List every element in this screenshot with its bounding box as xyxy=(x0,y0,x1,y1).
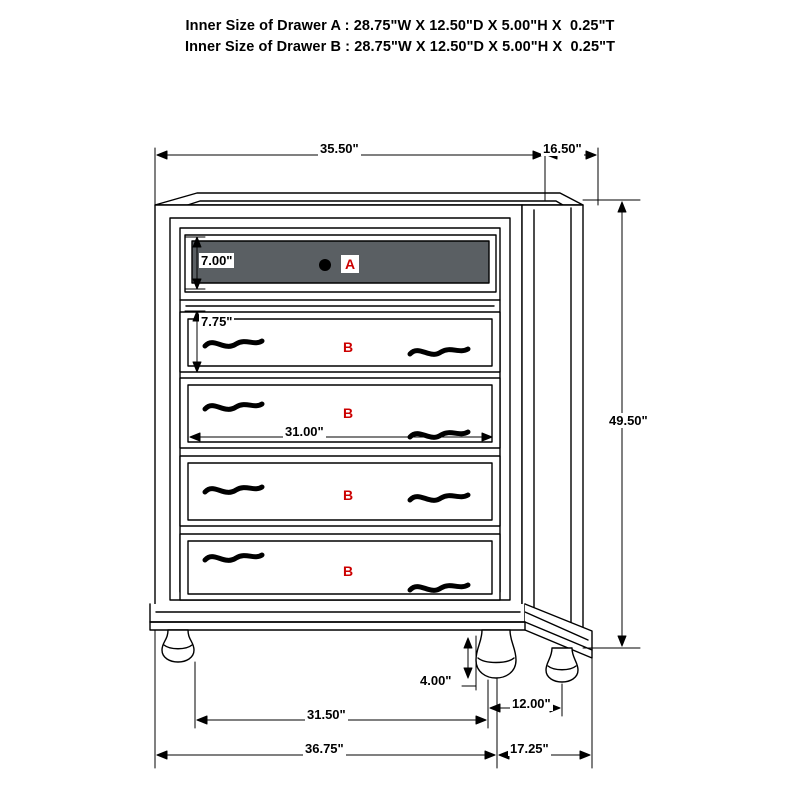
drawer-b-inner-size: Inner Size of Drawer B : 28.75"W X 12.50"D X 5.00"H X 0.25"T xyxy=(184,39,616,55)
dim-overall-depth-top: 16.50" xyxy=(543,141,582,156)
drawer-tag-b2: B xyxy=(343,405,354,421)
dim-top-opening-height: 7.00" xyxy=(201,253,233,268)
dim-base-depth-outer: 17.25" xyxy=(510,741,549,756)
drawer-tag-b4: B xyxy=(343,563,354,579)
drawer-tag-a: A xyxy=(341,255,359,273)
dim-base-depth-inner: 12.00" xyxy=(512,696,551,711)
dim-leg-height: 4.00" xyxy=(420,673,452,688)
dim-base-width-inner: 31.50" xyxy=(307,707,346,722)
dim-overall-width-top: 35.50" xyxy=(320,141,359,156)
dim-overall-height: 49.50" xyxy=(609,413,648,428)
drawer-a-inner-size: Inner Size of Drawer A : 28.75"W X 12.50"D X 5.00"H X 0.25"T xyxy=(185,18,615,34)
drawer-tag-b3: B xyxy=(343,487,354,503)
dim-drawer-front-height: 7.75" xyxy=(201,314,233,329)
dim-base-width-outer: 36.75" xyxy=(305,741,344,756)
drawer-tag-b1: B xyxy=(343,339,354,355)
dim-drawer-inner-width: 31.00" xyxy=(285,424,324,439)
